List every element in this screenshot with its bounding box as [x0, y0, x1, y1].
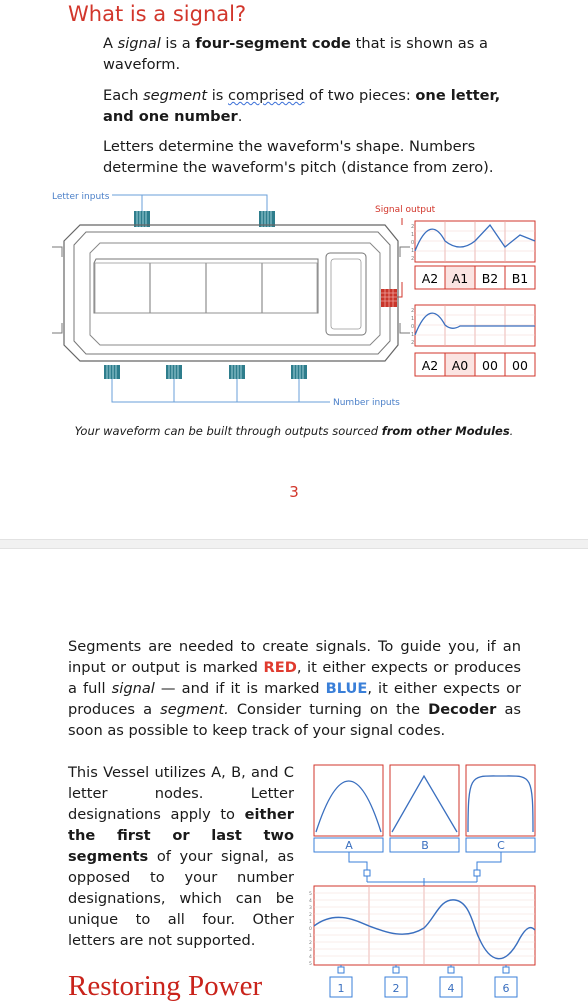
svg-text:2: 2	[411, 308, 415, 314]
svg-text:1: 1	[309, 920, 312, 925]
svg-text:00: 00	[482, 358, 498, 373]
combined-waveform	[309, 886, 535, 967]
svg-text:2: 2	[309, 913, 312, 918]
svg-text:00: 00	[512, 358, 528, 373]
number-node	[385, 977, 407, 997]
svg-text:B1: B1	[511, 271, 529, 286]
number-node	[440, 977, 462, 997]
waveform-bottom	[411, 305, 535, 346]
segment-paragraph: Each segment is comprised of two pieces: one letter, and one number.	[103, 87, 501, 125]
svg-text:A: A	[345, 839, 353, 852]
signal-output-label: Signal output	[375, 205, 436, 215]
svg-text:2: 2	[411, 340, 415, 346]
svg-text:A0: A0	[451, 358, 469, 373]
svg-text:B2: B2	[481, 271, 499, 286]
codes-bottom	[415, 353, 535, 376]
module-body	[52, 225, 410, 361]
svg-text:4: 4	[309, 955, 312, 960]
signal-output-connector	[381, 289, 397, 307]
svg-text:1: 1	[337, 982, 345, 995]
svg-text:6: 6	[502, 982, 510, 995]
svg-text:0: 0	[411, 324, 415, 330]
number-input-connector	[104, 365, 120, 379]
letter-shapes-diagram	[305, 758, 545, 1000]
svg-text:A1: A1	[451, 271, 469, 286]
svg-text:1: 1	[411, 332, 415, 338]
shape-a	[314, 765, 383, 852]
page-separator	[0, 539, 588, 549]
svg-text:4: 4	[309, 899, 312, 904]
svg-text:1: 1	[411, 248, 415, 254]
shape-b	[390, 765, 459, 852]
letters-numbers-paragraph: Letters determine the waveform's shape. Numbers determine the waveform's pitch (distance from zero).	[103, 138, 494, 176]
number-node	[330, 977, 352, 997]
letter-inputs-label: Letter inputs	[52, 192, 110, 202]
svg-text:3: 3	[309, 906, 312, 911]
svg-text:1: 1	[411, 232, 415, 238]
svg-text:A2: A2	[421, 358, 439, 373]
svg-text:2: 2	[392, 982, 400, 995]
codes-top	[415, 266, 535, 289]
intro-paragraph: A signal is a four-segment code that is shown as a waveform.	[103, 35, 488, 73]
waveform-top	[411, 221, 535, 262]
number-input-connector	[229, 365, 245, 379]
diagram-caption: Your waveform can be built through outputs sourced from other Modules.	[74, 424, 514, 438]
number-inputs-label: Number inputs	[333, 398, 400, 408]
section-heading-restoring-power: Restoring Power	[68, 970, 263, 1002]
page-number: 3	[289, 483, 299, 501]
svg-text:A2: A2	[421, 271, 439, 286]
number-input-connector	[291, 365, 307, 379]
svg-text:1: 1	[411, 316, 415, 322]
svg-text:1: 1	[309, 934, 312, 939]
svg-text:C: C	[497, 839, 505, 852]
svg-text:B: B	[421, 839, 429, 852]
section-title: What is a signal?	[68, 2, 247, 26]
svg-text:0: 0	[309, 927, 312, 932]
svg-text:3: 3	[309, 948, 312, 953]
shape-c	[466, 765, 535, 852]
svg-text:5: 5	[309, 962, 312, 967]
letter-nodes-paragraph: This Vessel utilizes A, B, and C letter nodes. Letter designations apply to either the first or last two segments of your signal, as opposed to your number designations, which can be unique to all four. Other letters are not supported.	[68, 764, 294, 949]
svg-text:2: 2	[411, 256, 415, 262]
svg-text:2: 2	[309, 941, 312, 946]
segments-paragraph: Segments are needed to create signals. To guide you, if an input or output is marked RED, it either expects or produces a full signal — and if it is marked BLUE, it either expects or produces a segment. Consider turning on the Decoder as soon as possible to keep track of your signal codes.	[68, 638, 522, 739]
svg-text:4: 4	[447, 982, 455, 995]
signal-module-diagram	[0, 185, 588, 415]
svg-text:2: 2	[411, 224, 415, 230]
svg-text:0: 0	[411, 240, 415, 246]
number-input-connector	[166, 365, 182, 379]
svg-text:5: 5	[309, 892, 312, 897]
number-node	[495, 977, 517, 997]
